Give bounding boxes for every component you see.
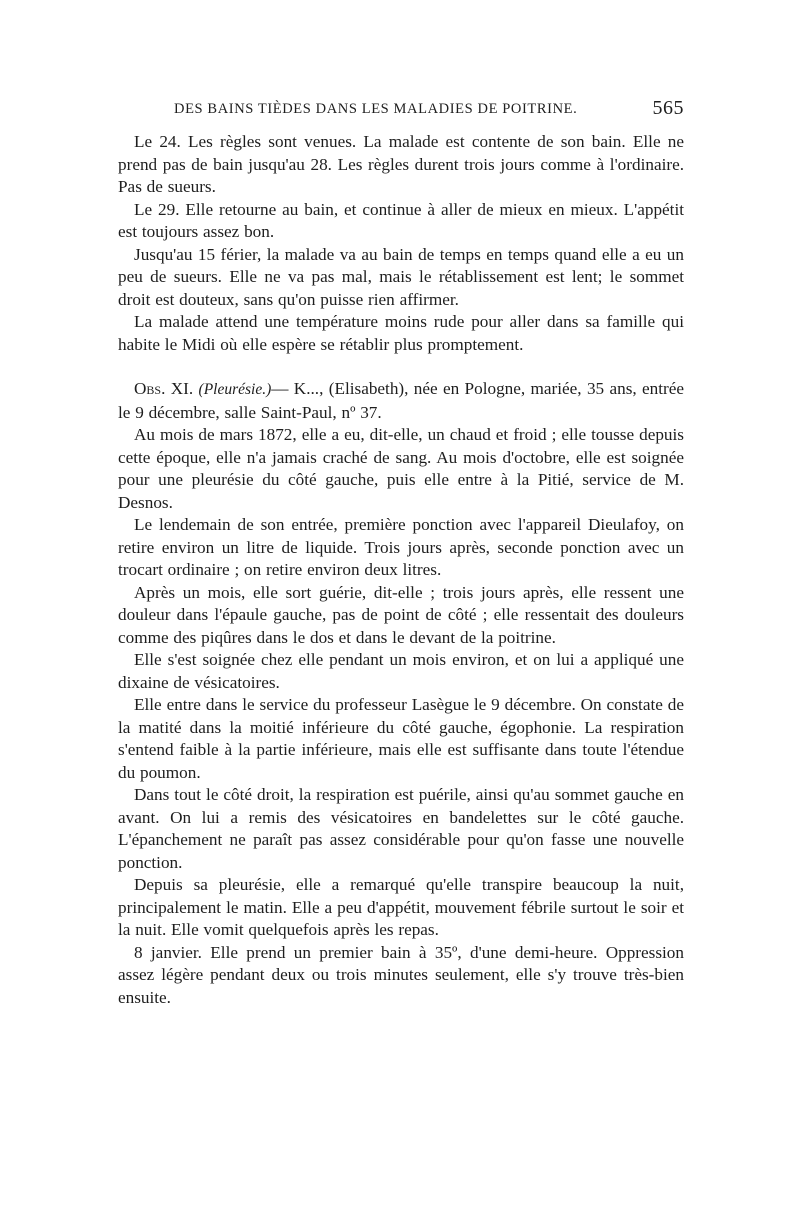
paragraph: La malade attend une température moins rude pour aller dans sa famille qui habite le Midi où elle espère se rétablir plus promptement. [118, 312, 684, 354]
observation-label: Obs. XI. [134, 379, 194, 398]
page-header [118, 97, 684, 123]
paragraph: Depuis sa pleurésie, elle a remarqué qu'elle transpire beaucoup la nuit, principalement le matin. Elle a peu d'appétit, mouvement fébrile surtout le soir et la nuit. Elle vomit quelquefois après les repas. [118, 875, 684, 939]
body-text [118, 131, 684, 1009]
paragraph: Elle s'est soignée chez elle pendant un mois environ, et on lui a appliqué une dixaine de vésicatoires. [118, 650, 684, 692]
observation-intro: — K..., (Elisabeth), née en Pologne, mariée, 35 ans, entrée le 9 décembre, salle Saint-Paul, nº 37. [118, 379, 685, 422]
paragraph: Dans tout le côté droit, la respiration est puérile, ainsi qu'au sommet gauche en avant. On lui a remis des vésicatoires en bandelettes sur le côté gauche. L'épanchement ne paraît pas assez considérable pour qu'on fasse une nouvelle ponction. [118, 785, 684, 872]
observation-heading [118, 378, 684, 424]
paragraph: Le 29. Elle retourne au bain, et continue à aller de mieux en mieux. L'appétit est toujours assez bon. [118, 199, 684, 241]
paragraph: 8 janvier. Elle prend un premier bain à 35º, d'une demi-heure. Oppression assez légère pendant deux ou trois minutes seulement, elle s'y trouve très-bien ensuite. [118, 942, 684, 1007]
paragraph: Le lendemain de son entrée, première ponction avec l'appareil Dieulafoy, on retire environ un litre de liquide. Trois jours après, seconde ponction avec un trocart ordinaire ; on retire environ deux litres. [118, 515, 684, 579]
paragraph: Jusqu'au 15 férier, la malade va au bain de temps en temps quand elle a eu un peu de sueurs. Elle ne va pas mal, mais le rétablissement est lent; le sommet droit est douteux, sans qu'on puisse rien affirmer. [118, 244, 684, 309]
paragraph: Le 24. Les règles sont venues. La malade est contente de son bain. Elle ne prend pas de bain jusqu'au 28. Les règles durent trois jours comme à l'ordinaire. Pas de sueurs. [118, 132, 684, 196]
paragraph: Elle entre dans le service du professeur Lasègue le 9 décembre. On constate de la matité dans la moitié inférieure du côté gauche, égophonie. La respiration s'entend faible à la partie inférieure, mais elle est suffisante dans toute l'étendue du poumon. [118, 695, 684, 782]
paragraph: Après un mois, elle sort guérie, dit-elle ; trois jours après, elle ressent une douleur dans l'épaule gauche, pas de point de côté ; elle ressentait des douleurs comme des piqûres dans le dos et dans le devant de la poitrine. [118, 582, 684, 647]
paragraph: Au mois de mars 1872, elle a eu, dit-elle, un chaud et froid ; elle tousse depuis cette époque, elle n'a jamais craché de sang. Au mois d'octobre, elle est soignée pour une pleurésie du côté gauche, puis elle entre à la Pitié, service de M. Desnos. [118, 425, 684, 512]
page-number: 565 [652, 97, 684, 119]
observation-subtitle: (Pleurésie.) [198, 381, 272, 398]
running-head: DES BAINS TIÈDES DANS LES MALADIES DE POITRINE. [174, 101, 578, 117]
